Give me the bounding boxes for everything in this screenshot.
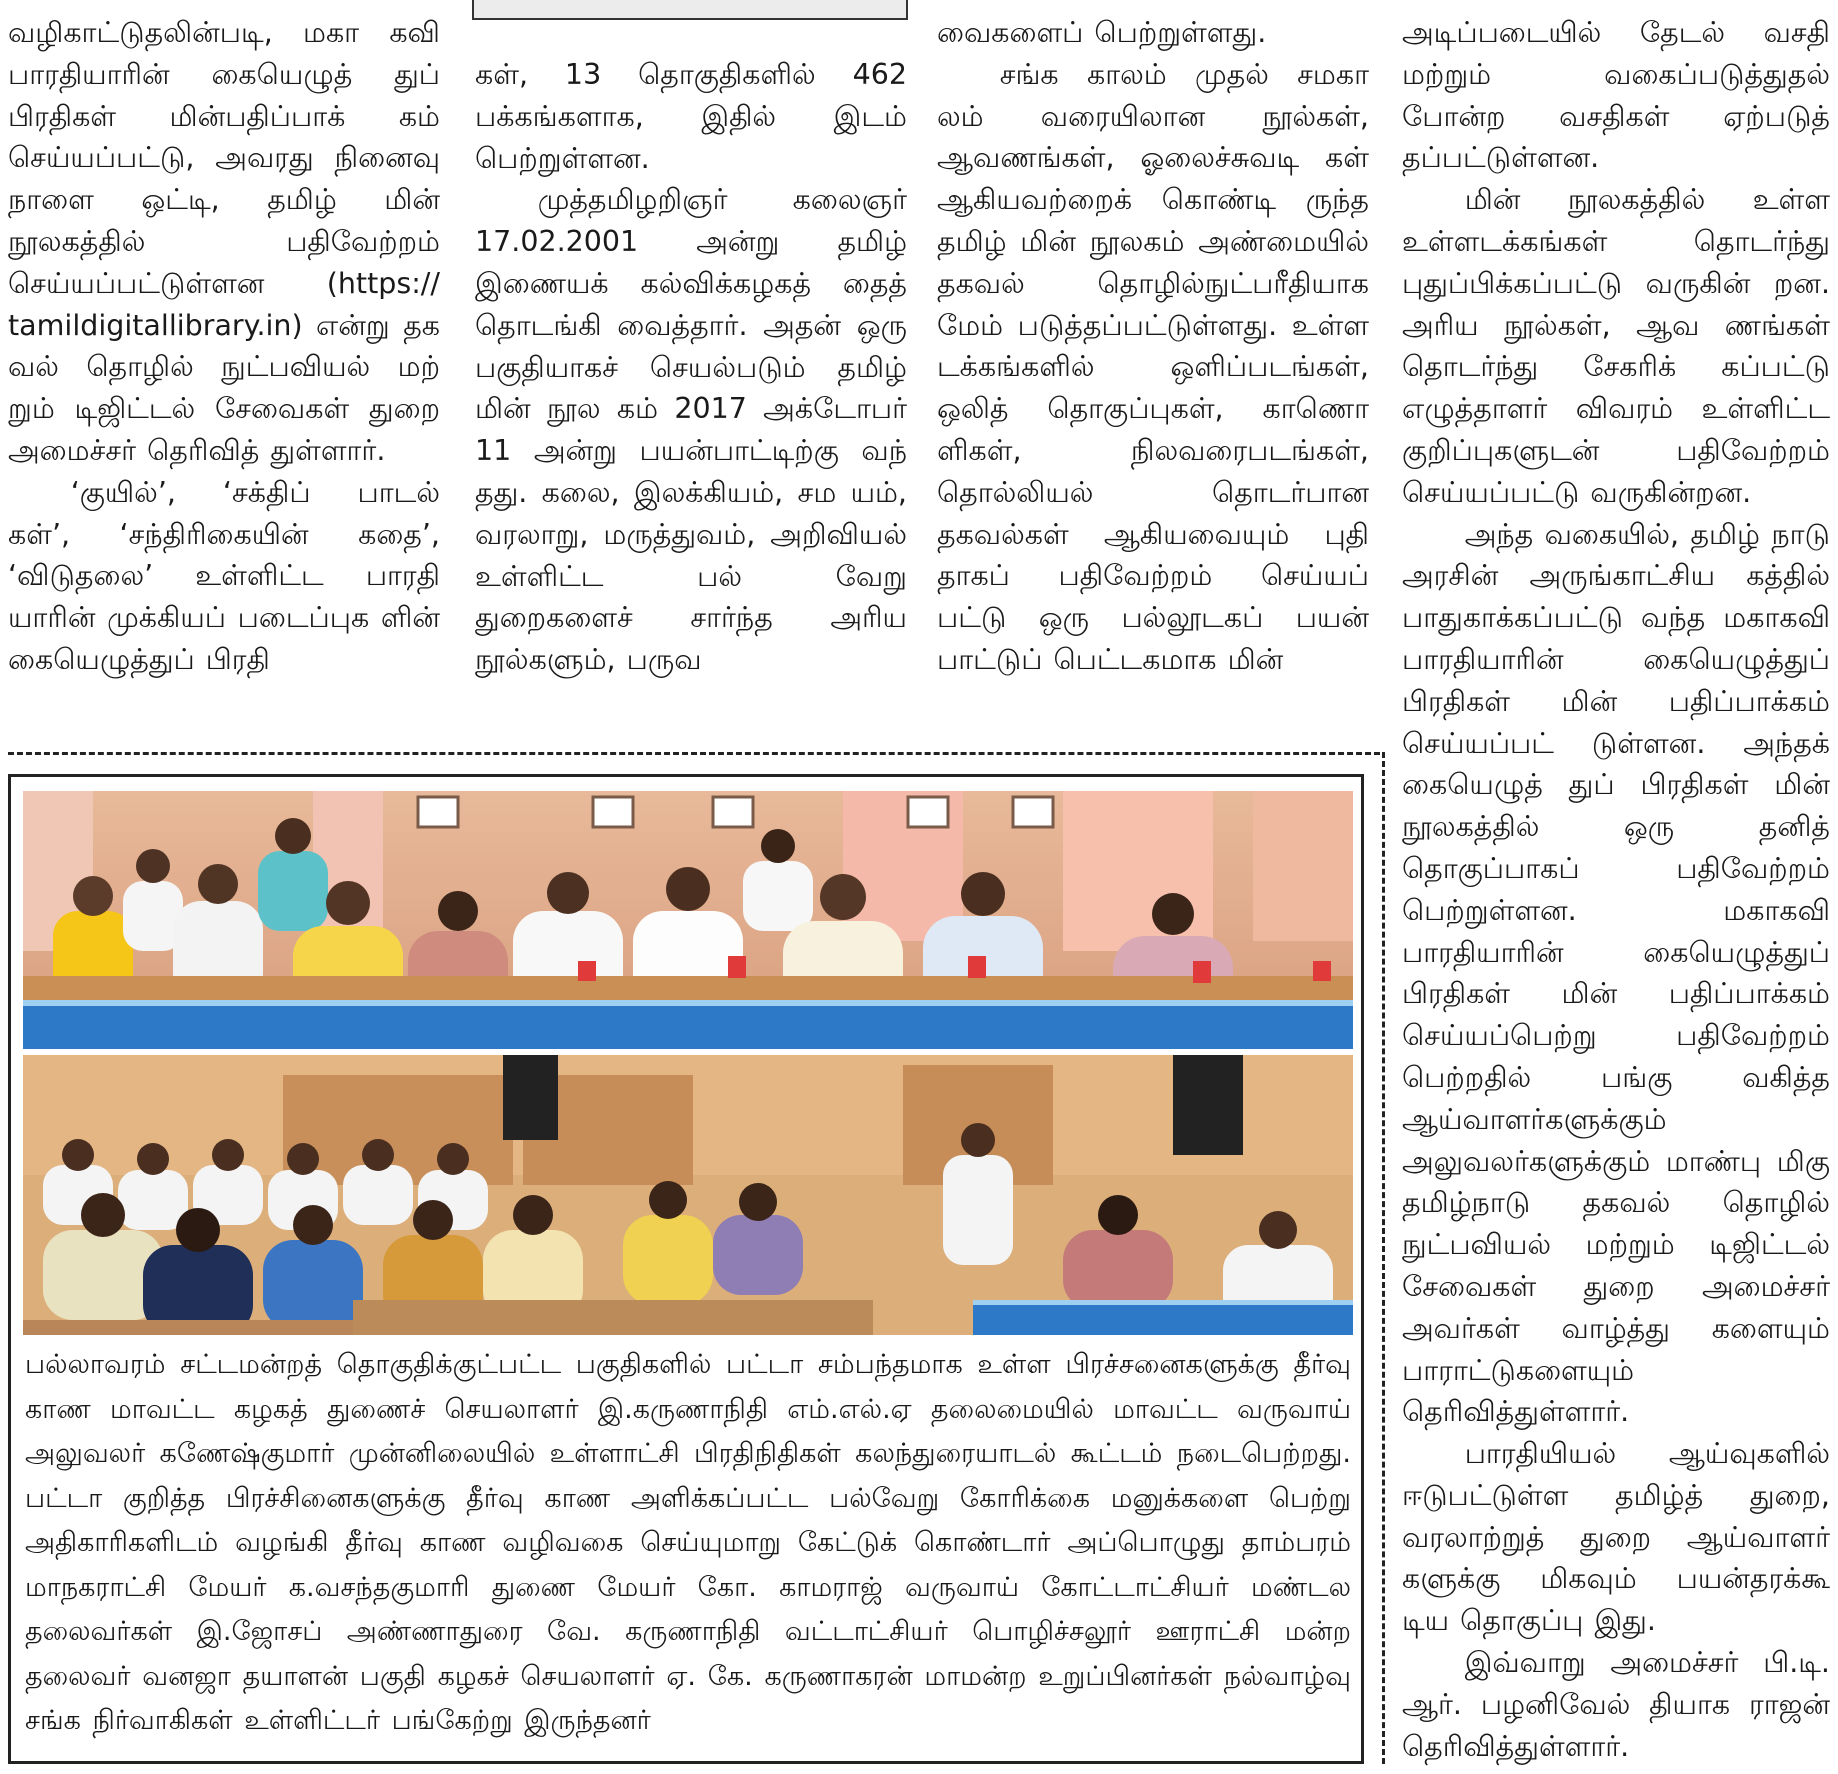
col4-paragraph-4: பாரதியியல் ஆய்வுகளில் ஈடுபட்டுள்ள தமிழ்த் துறை, வரலாற்றுத் துறை ஆய்வாளர் களுக்கு மிகவும் பயன்தரக்கூ டிய தொகுப்பு இது. (1402, 1437, 1830, 1638)
article-column-2 (475, 54, 907, 681)
photo-frame-remnant (472, 0, 908, 20)
dashed-divider-horizontal (8, 752, 1380, 755)
col4-paragraph-2: மின் நூலகத்தில் உள்ள உள்ளடக்கங்கள் தொடர்ந்து புதுப்பிக்கப்பட்டு வருகின் றன. அரிய நூல்கள், ஆவ ணங்கள் தொடர்ந்து சேகரிக் கப்பட்டு எழுத்தாளர் விவரம் உள்ளிட்ட குறிப்புகளுடன் பதிவேற்றம் செய்யப்பட்டு வருகின்றன. (1402, 183, 1830, 509)
col4-paragraph-1: அடிப்படையில் தேடல் வசதி மற்றும் வகைப்படுத்துதல் போன்ற வசதிகள் ஏற்படுத் தப்பட்டுள்ளன. (1402, 16, 1830, 175)
col4-paragraph-5: இவ்வாறு அமைச்சர் பி.டி. ஆர். பழனிவேல் தியாக ராஜன் தெரிவித்துள்ளார். (1402, 1646, 1830, 1763)
article-column-1 (8, 12, 440, 681)
news-photo-box (8, 774, 1364, 1764)
photo-caption: பல்லாவரம் சட்டமன்றத் தொகுதிக்குட்பட்ட பகுதிகளில் பட்டா சம்பந்தமாக உள்ள பிரச்சனைகளுக்கு தீர்வு காண மாவட்ட கழகத் துணைச் செயலாளர் இ.கருணாநிதி எம்.எல்.ஏ தலைமையில் மாவட்ட வருவாய் அலுவலர் கணேஷ்குமார் முன்னிலையில் உள்ளாட்சி பிரதிநிதிகள் கலந்துரையாடல் கூட்டம் நடைபெற்றது. பட்டா குறித்த பிரச்சினைகளுக்கு தீர்வு காண அளிக்கப்பட்ட பல்வேறு கோரிக்கை மனுக்களை பெற்று அதிகாரிகளிடம் வழங்கி தீர்வு காண வழிவகை செய்யுமாறு கேட்டுக் கொண்டார் அப்பொழுது தாம்பரம் மாநகராட்சி மேயர் க.வசந்தகுமாரி துணை மேயர் கோ. காமராஜ் வருவாய் கோட்டாட்சியர் மண்டல தலைவர்கள் இ.ஜோசப் அண்ணாதுரை வே. கருணாநிதி வட்டாட்சியர் பொழிச்சலூர் ஊராட்சி மன்ற தலைவர் வனஜா தயாளன் பகுதி கழகச் செயலாளர் ஏ. கே. கருணாகரன் மாமன்ற உறுப்பினர்கள் நல்வாழ்வு சங்க நிர்வாகிகள் உள்ளிட்டர் பங்கேற்று இருந்தனர் (25, 1349, 1352, 1736)
col3-paragraph-2: சங்க காலம் முதல் சமகா லம் வரையிலான நூல்கள், ஆவணங்கள், ஓலைச்சுவடி கள் ஆகியவற்றைக் கொண்டி ருந்த தமிழ் மின் நூலகம் அண்மையில் தகவல் தொழில்நுட்பரீதியாக மேம் படுத்தப்பட்டுள்ளது. உள்ள டக்கங்களில் ஒளிப்படங்கள், ஒலித் தொகுப்புகள், காணொ ளிகள், நிலவரைபடங்கள், தொல்லியல் தொடர்பான தகவல்கள் ஆகியவையும் புதி தாகப் பதிவேற்றம் செய்யப் பட்டு ஒரு பல்லூடகப் பயன் பாட்டுப் பெட்டகமாக மின் (937, 57, 1369, 676)
article-column-4 (1402, 12, 1830, 1767)
col1-paragraph-1: வழிகாட்டுதலின்படி, மகா கவி பாரதியாரின் கையெழுத் துப் பிரதிகள் மின்பதிப்பாக் கம் செய்யப்பட்டு, அவரது நினைவு நாளை ஒட்டி, தமிழ் மின் நூலகத்தில் பதிவேற்றம் செய்யப்பட்டுள்ளன (https:// tamildigitallibrary.in) என்று தக வல் தொழில் நுட்பவியல் மற் றும் டிஜிட்டல் சேவைகள் துறை அமைச்சர் தெரிவித் துள்ளார். (8, 16, 440, 467)
col3-paragraph-1: வைகளைப் பெற்றுள்ளது. (937, 16, 1267, 49)
dashed-divider-vertical (1382, 752, 1385, 1764)
col2-paragraph-1: கள், 13 தொகுதிகளில் 462 பக்கங்களாக, இதில் இடம் பெற்றுள்ளன. (475, 58, 907, 175)
meeting-head-table-photo (23, 791, 1353, 1049)
article-column-3 (937, 12, 1369, 681)
col4-paragraph-3: அந்த வகையில், தமிழ் நாடு அரசின் அருங்காட்சிய கத்தில் பாதுகாக்கப்பட்டு வந்த மகாகவி பாரதியாரின் கையெழுத்துப் பிரதிகள் மின் பதிப்பாக்கம் செய்யப்பட் டுள்ளன. அந்தக் கையெழுத் துப் பிரதிகள் மின் நூலகத்தில் ஒரு தனித் தொகுப்பாகப் பதிவேற்றம் பெற்றுள்ளன. மகாகவி பாரதியாரின் கையெழுத்துப் பிரதிகள் மின் பதிப்பாக்கம் செய்யப்பெற்று பதிவேற்றம் பெற்றதில் பங்கு வகித்த ஆய்வாளர்களுக்கும் அலுவலர்களுக்கும் மாண்பு மிகு தமிழ்நாடு தகவல் தொழில் நுட்பவியல் மற்றும் டிஜிட்டல் சேவைகள் துறை அமைச்சர் அவர்கள் வாழ்த்து களையும் பாராட்டுகளையும் தெரிவித்துள்ளார். (1402, 517, 1830, 1429)
col1-paragraph-2: ‘குயில்’, ‘சக்திப் பாடல் கள்’, ‘சந்திரிகையின் கதை’, ‘விடுதலை’ உள்ளிட்ட பாரதி யாரின் முக்கியப் படைப்புக ளின் கையெழுத்துப் பிரதி (8, 475, 440, 676)
meeting-audience-photo (23, 1055, 1353, 1335)
col2-paragraph-2: முத்தமிழறிஞர் கலைஞர் 17.02.2001 அன்று தமிழ் இணையக் கல்விக்கழகத் தைத் தொடங்கி வைத்தார். அதன் ஒரு பகுதியாகச் செயல்படும் தமிழ் மின் நூல கம் 2017 அக்டோபர் 11 அன்று பயன்பாட்டிற்கு வந் தது. கலை, இலக்கியம், சம யம், வரலாறு, மருத்துவம், அறிவியல் உள்ளிட்ட பல் வேறு துறைகளைச் சார்ந்த அரிய நூல்களும், பருவ (475, 183, 907, 677)
